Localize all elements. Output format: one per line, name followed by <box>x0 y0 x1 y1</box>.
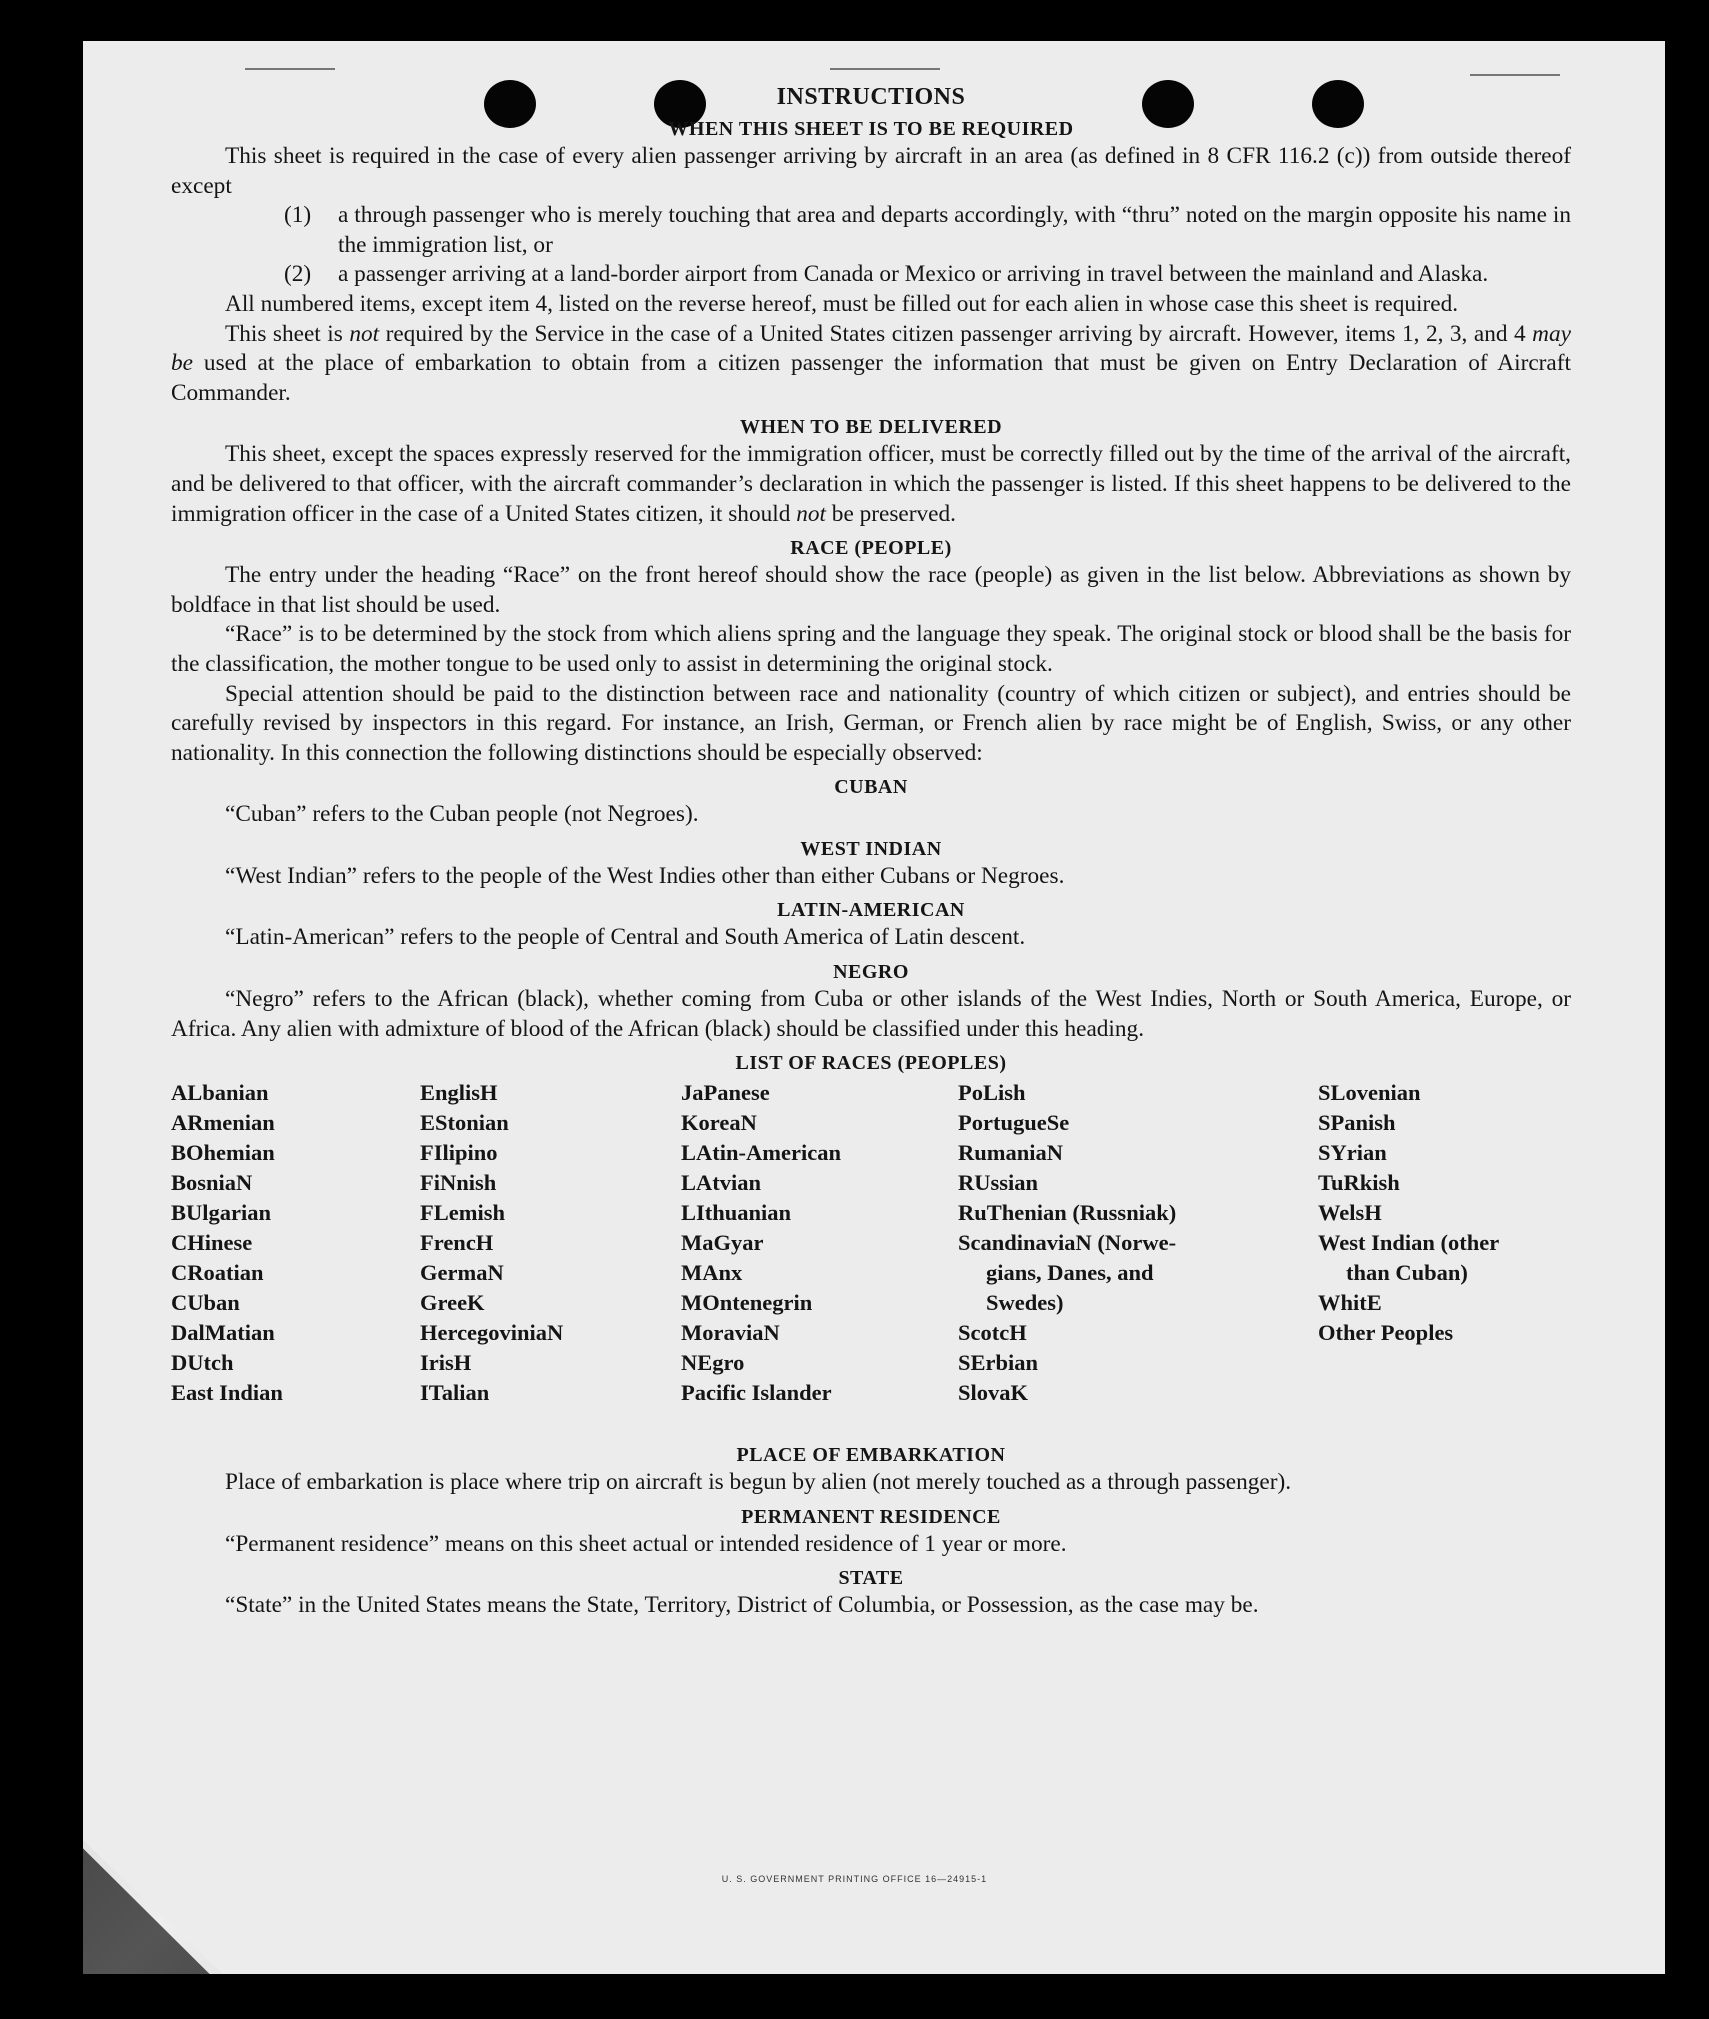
race-entry: FiNnish <box>420 1170 497 1196</box>
race-column <box>171 1078 283 1408</box>
edge-mark <box>245 68 335 70</box>
paragraph: “West Indian” refers to the people of the West Indies other than either Cubans or Negroes. <box>225 862 1065 889</box>
race-entry: Swedes) <box>986 1290 1064 1316</box>
text-run: be preserved. <box>825 500 956 527</box>
race-column <box>420 1078 563 1408</box>
emphasis: may be <box>171 320 1571 377</box>
item-number: (1) <box>284 202 312 229</box>
race-entry: West Indian (other <box>1318 1230 1500 1256</box>
race-entry: RuThenian (Russniak) <box>958 1200 1177 1226</box>
race-entry: PoLish <box>958 1080 1026 1106</box>
printer-imprint: U. S. GOVERNMENT PRINTING OFFICE 16—24915-1 <box>721 1874 988 1884</box>
paragraph: “State” in the United States means the State, Territory, District of Columbia, or Possession, as the case may be. <box>225 1592 1259 1619</box>
race-entry: CUban <box>171 1290 240 1316</box>
race-entry: CHinese <box>171 1230 253 1256</box>
race-entry: gians, Danes, and <box>986 1260 1154 1286</box>
text-run: This sheet is <box>225 320 350 347</box>
item-number: (2) <box>284 261 312 288</box>
section-heading: WEST INDIAN <box>800 837 942 860</box>
race-entry: CRoatian <box>171 1260 264 1286</box>
race-entry: EnglisH <box>420 1080 498 1106</box>
race-entry: GermaN <box>420 1260 504 1286</box>
race-entry: DalMatian <box>171 1320 275 1346</box>
race-entry: MaGyar <box>681 1230 764 1256</box>
paragraph: Place of embarkation is place where trip on aircraft is begun by alien (not merely touched as a through passenger). <box>225 1469 1292 1496</box>
paragraph: This sheet is required in the case of every alien passenger arriving by aircraft in an area (as defined in 8 CFR 116.2 (c)) from outside thereof except <box>171 143 1571 199</box>
race-entry: HercegoviniaN <box>420 1320 564 1346</box>
section-heading: CUBAN <box>834 776 908 799</box>
item-text: a through passenger who is merely touching that area and departs accordingly, with “thru” noted on the margin opposite his name in the immigration list, or <box>338 202 1571 258</box>
paragraph: “Permanent residence” means on this sheet actual or intended residence of 1 year or more. <box>225 1530 1067 1557</box>
race-entry: FrencH <box>420 1230 494 1256</box>
item-text: a passenger arriving at a land-border airport from Canada or Mexico or arriving in travel between the mainland and Alaska. <box>338 261 1489 288</box>
text-run: required by the Service in the case of a United States citizen passenger arriving by aircraft. However, items 1, 2, 3, and 4 <box>379 320 1533 347</box>
race-entry: than Cuban) <box>1346 1260 1468 1286</box>
race-entry: WelsH <box>1318 1200 1382 1226</box>
list-item <box>171 201 1571 260</box>
race-entry: Other Peoples <box>1318 1320 1454 1346</box>
list-item <box>171 260 1571 290</box>
paragraph <box>171 440 1571 529</box>
race-entry: SErbian <box>958 1350 1039 1376</box>
race-entry: BosniaN <box>171 1170 253 1196</box>
race-column <box>1318 1078 1499 1348</box>
emphasis: not <box>349 320 380 347</box>
paragraph: “Race” is to be determined by the stock from which aliens spring and the language they speak. The original stock or blood shall be the basis for the classification, the mother tongue to be used only to assist in determining the original stock. <box>171 621 1571 677</box>
edge-mark <box>1470 74 1560 76</box>
race-entry: ITalian <box>420 1380 490 1406</box>
race-entry: MAnx <box>681 1260 743 1286</box>
race-entry: ALbanian <box>171 1080 269 1106</box>
race-entry: SLovenian <box>1318 1080 1421 1106</box>
section-heading: LATIN-AMERICAN <box>777 899 965 922</box>
race-entry: EStonian <box>420 1110 509 1136</box>
section-heading: WHEN THIS SHEET IS TO BE REQUIRED <box>668 118 1074 140</box>
section-heading: WHEN TO BE DELIVERED <box>739 416 1003 439</box>
race-column <box>681 1078 841 1408</box>
race-entry: ScotcH <box>958 1320 1027 1346</box>
race-entry: DUtch <box>171 1350 234 1376</box>
race-entry: RumaniaN <box>958 1140 1064 1166</box>
section-heading: RACE (PEOPLE) <box>790 537 952 560</box>
section-heading: STATE <box>838 1567 904 1590</box>
race-entry: JaPanese <box>681 1080 770 1106</box>
paragraph: The entry under the heading “Race” on the front hereof should show the race (people) as given in the list below. Abbreviations as shown by boldface in that list should be used. <box>171 562 1571 618</box>
race-entry: SYrian <box>1318 1140 1387 1166</box>
paragraph: Special attention should be paid to the distinction between race and nationality (country of which citizen or subject), and entries should be carefully revised by inspectors in this regard. For instance, an Irish, German, or French alien by race might be of English, Swiss, or any other nationality. In this connection the following distinctions should be especially observed: <box>171 680 1571 766</box>
section-heading: LIST OF RACES (PEOPLES) <box>735 1052 1007 1075</box>
section-heading: PLACE OF EMBARKATION <box>736 1444 1006 1467</box>
race-entry: SlovaK <box>958 1380 1029 1406</box>
race-entry: SPanish <box>1318 1110 1396 1136</box>
text-run: used at the place of embarkation to obtain from a citizen passenger the information that must be given on Entry Declaration of Aircraft Commander. <box>171 350 1571 406</box>
race-entry: IrisH <box>420 1350 472 1376</box>
race-entry: BUlgarian <box>171 1200 272 1226</box>
race-entry: GreeK <box>420 1290 485 1316</box>
race-entry: TuRkish <box>1318 1170 1400 1196</box>
instructions-content <box>171 84 1571 1621</box>
page-title: INSTRUCTIONS <box>776 84 966 110</box>
race-entry: LIthuanian <box>681 1200 792 1226</box>
paragraph <box>171 320 1571 409</box>
race-entry: East Indian <box>171 1380 283 1406</box>
race-column <box>958 1078 1176 1408</box>
race-entry: FLemish <box>420 1200 506 1226</box>
race-entry: LAtvian <box>681 1170 762 1196</box>
paragraph: “Negro” refers to the African (black), whether coming from Cuba or other islands of the West Indies, North or South America, Europe, or Africa. Any alien with admixture of blood of the African (black) should be classified under this heading. <box>171 986 1571 1042</box>
emphasis: not <box>796 500 826 527</box>
paragraph: “Latin-American” refers to the people of Central and South America of Latin descent. <box>225 924 1026 951</box>
race-entry: ScandinaviaN (Norwe- <box>958 1230 1177 1256</box>
race-entry: MoraviaN <box>681 1320 780 1346</box>
race-entry: FIlipino <box>420 1140 498 1166</box>
race-entry: BOhemian <box>171 1140 275 1166</box>
race-entry: PortugueSe <box>958 1110 1070 1136</box>
edge-mark <box>830 68 940 70</box>
race-entry: LAtin-American <box>681 1140 841 1166</box>
race-entry: Pacific Islander <box>681 1380 832 1406</box>
race-entry: RUssian <box>958 1170 1039 1196</box>
race-list <box>171 1078 1571 1436</box>
race-entry: ARmenian <box>171 1110 275 1136</box>
race-entry: NEgro <box>681 1350 745 1376</box>
race-entry: KoreaN <box>681 1110 757 1136</box>
section-heading: PERMANENT RESIDENCE <box>741 1505 1001 1528</box>
text-run: This sheet, except the spaces expressly reserved for the immigration officer, must be correctly filled out by the time of the arrival of the aircraft, and be delivered to that officer, with the aircraft commander’s declaration in which the passenger is listed. If this sheet happens to be delivered to the immigration officer in the case of a United States citizen, it should <box>171 441 1571 527</box>
paragraph: All numbered items, except item 4, listed on the reverse hereof, must be filled out for each alien in whose case this sheet is required. <box>225 290 1459 317</box>
race-entry: MOntenegrin <box>681 1290 813 1316</box>
section-heading: NEGRO <box>833 961 909 984</box>
race-entry: WhitE <box>1318 1290 1382 1316</box>
paragraph: “Cuban” refers to the Cuban people (not Negroes). <box>225 801 699 828</box>
